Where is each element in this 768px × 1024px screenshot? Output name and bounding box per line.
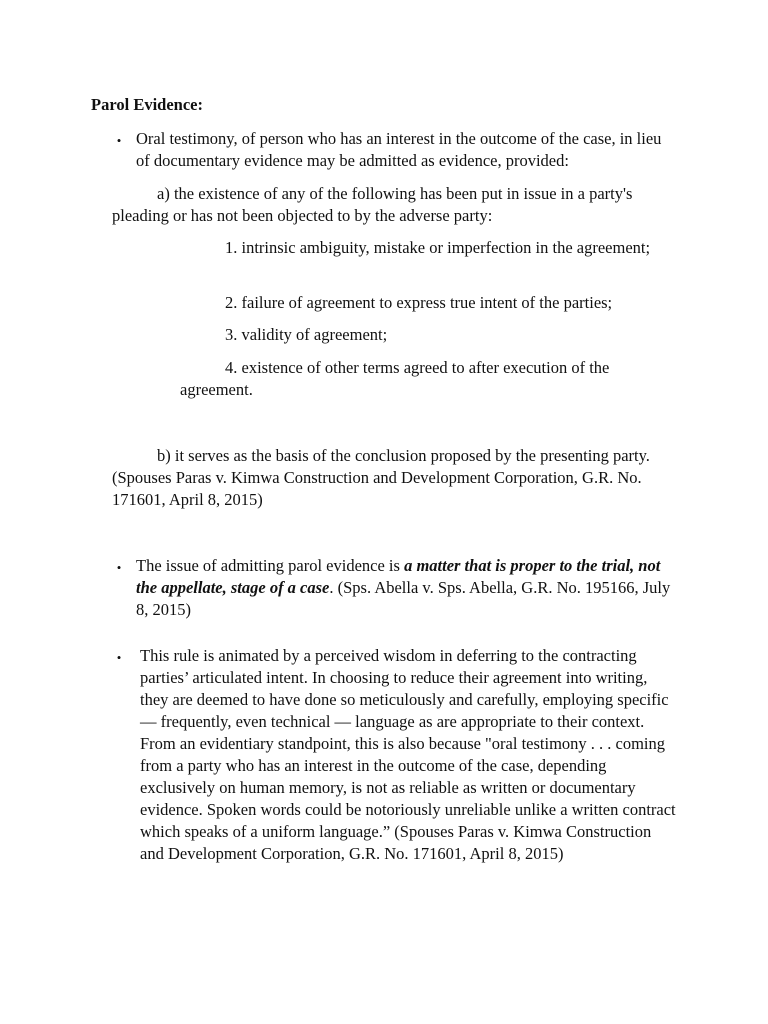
list-item-3: 3. validity of agreement; <box>225 325 388 344</box>
bullet2-prefix: The issue of admitting parol evidence is <box>136 556 405 575</box>
bullet-icon: • <box>116 133 122 148</box>
list-item-1: 1. intrinsic ambiguity, mistake or imperfection in the agreement; <box>225 238 651 257</box>
bullet-paragraph-oral-testimony: Oral testimony, of person who has an interest in the outcome of the case, in lieu of documentary evidence may be admitted as evidence, provided: <box>136 129 662 170</box>
bullet2-suffix: . (Sps. Abella v. Sps. Abella, G.R. No. 195166, July 8, 2015) <box>136 578 671 619</box>
bullet-icon: • <box>116 650 122 665</box>
bullet2-emphasis: a matter that is proper to the trial, not the appellate, stage of a case <box>136 556 661 597</box>
bullet-paragraph-appellate-stage <box>136 555 676 621</box>
list-item-2: 2. failure of agreement to express true intent of the parties; <box>225 293 613 312</box>
condition-a-paragraph: a) the existence of any of the following has been put in issue in a party's pleading or has not been objected to by the adverse party: <box>112 184 633 225</box>
condition-b-paragraph: b) it serves as the basis of the conclusion proposed by the presenting party. (Spouses Paras v. Kimwa Construction and Development Corporation, G.R. No. 171601, April 8, 2015) <box>112 446 650 509</box>
bullet-icon: • <box>116 560 122 575</box>
list-item-4: 4. existence of other terms agreed to after execution of the agreement. <box>180 358 610 399</box>
document-title: Parol Evidence: <box>91 95 203 114</box>
bullet-paragraph-rule-rationale: This rule is animated by a perceived wisdom in deferring to the contracting parties’ articulated intent. In choosing to reduce their agreement into writing, they are deemed to have done so meticulously and carefully, employing specific — frequently, even technical — language as are appropriate to their context. From an evidentiary standpoint, this is also because "oral testimony . . . coming from a party who has an interest in the outcome of the case, depending exclusively on human memory, is not as reliable as written or documentary evidence. Spoken words could be notoriously unreliable unlike a written contract which speaks of a uniform language.” (Spouses Paras v. Kimwa Construction and Development Corporation, G.R. No. 171601, April 8, 2015) <box>140 646 676 863</box>
